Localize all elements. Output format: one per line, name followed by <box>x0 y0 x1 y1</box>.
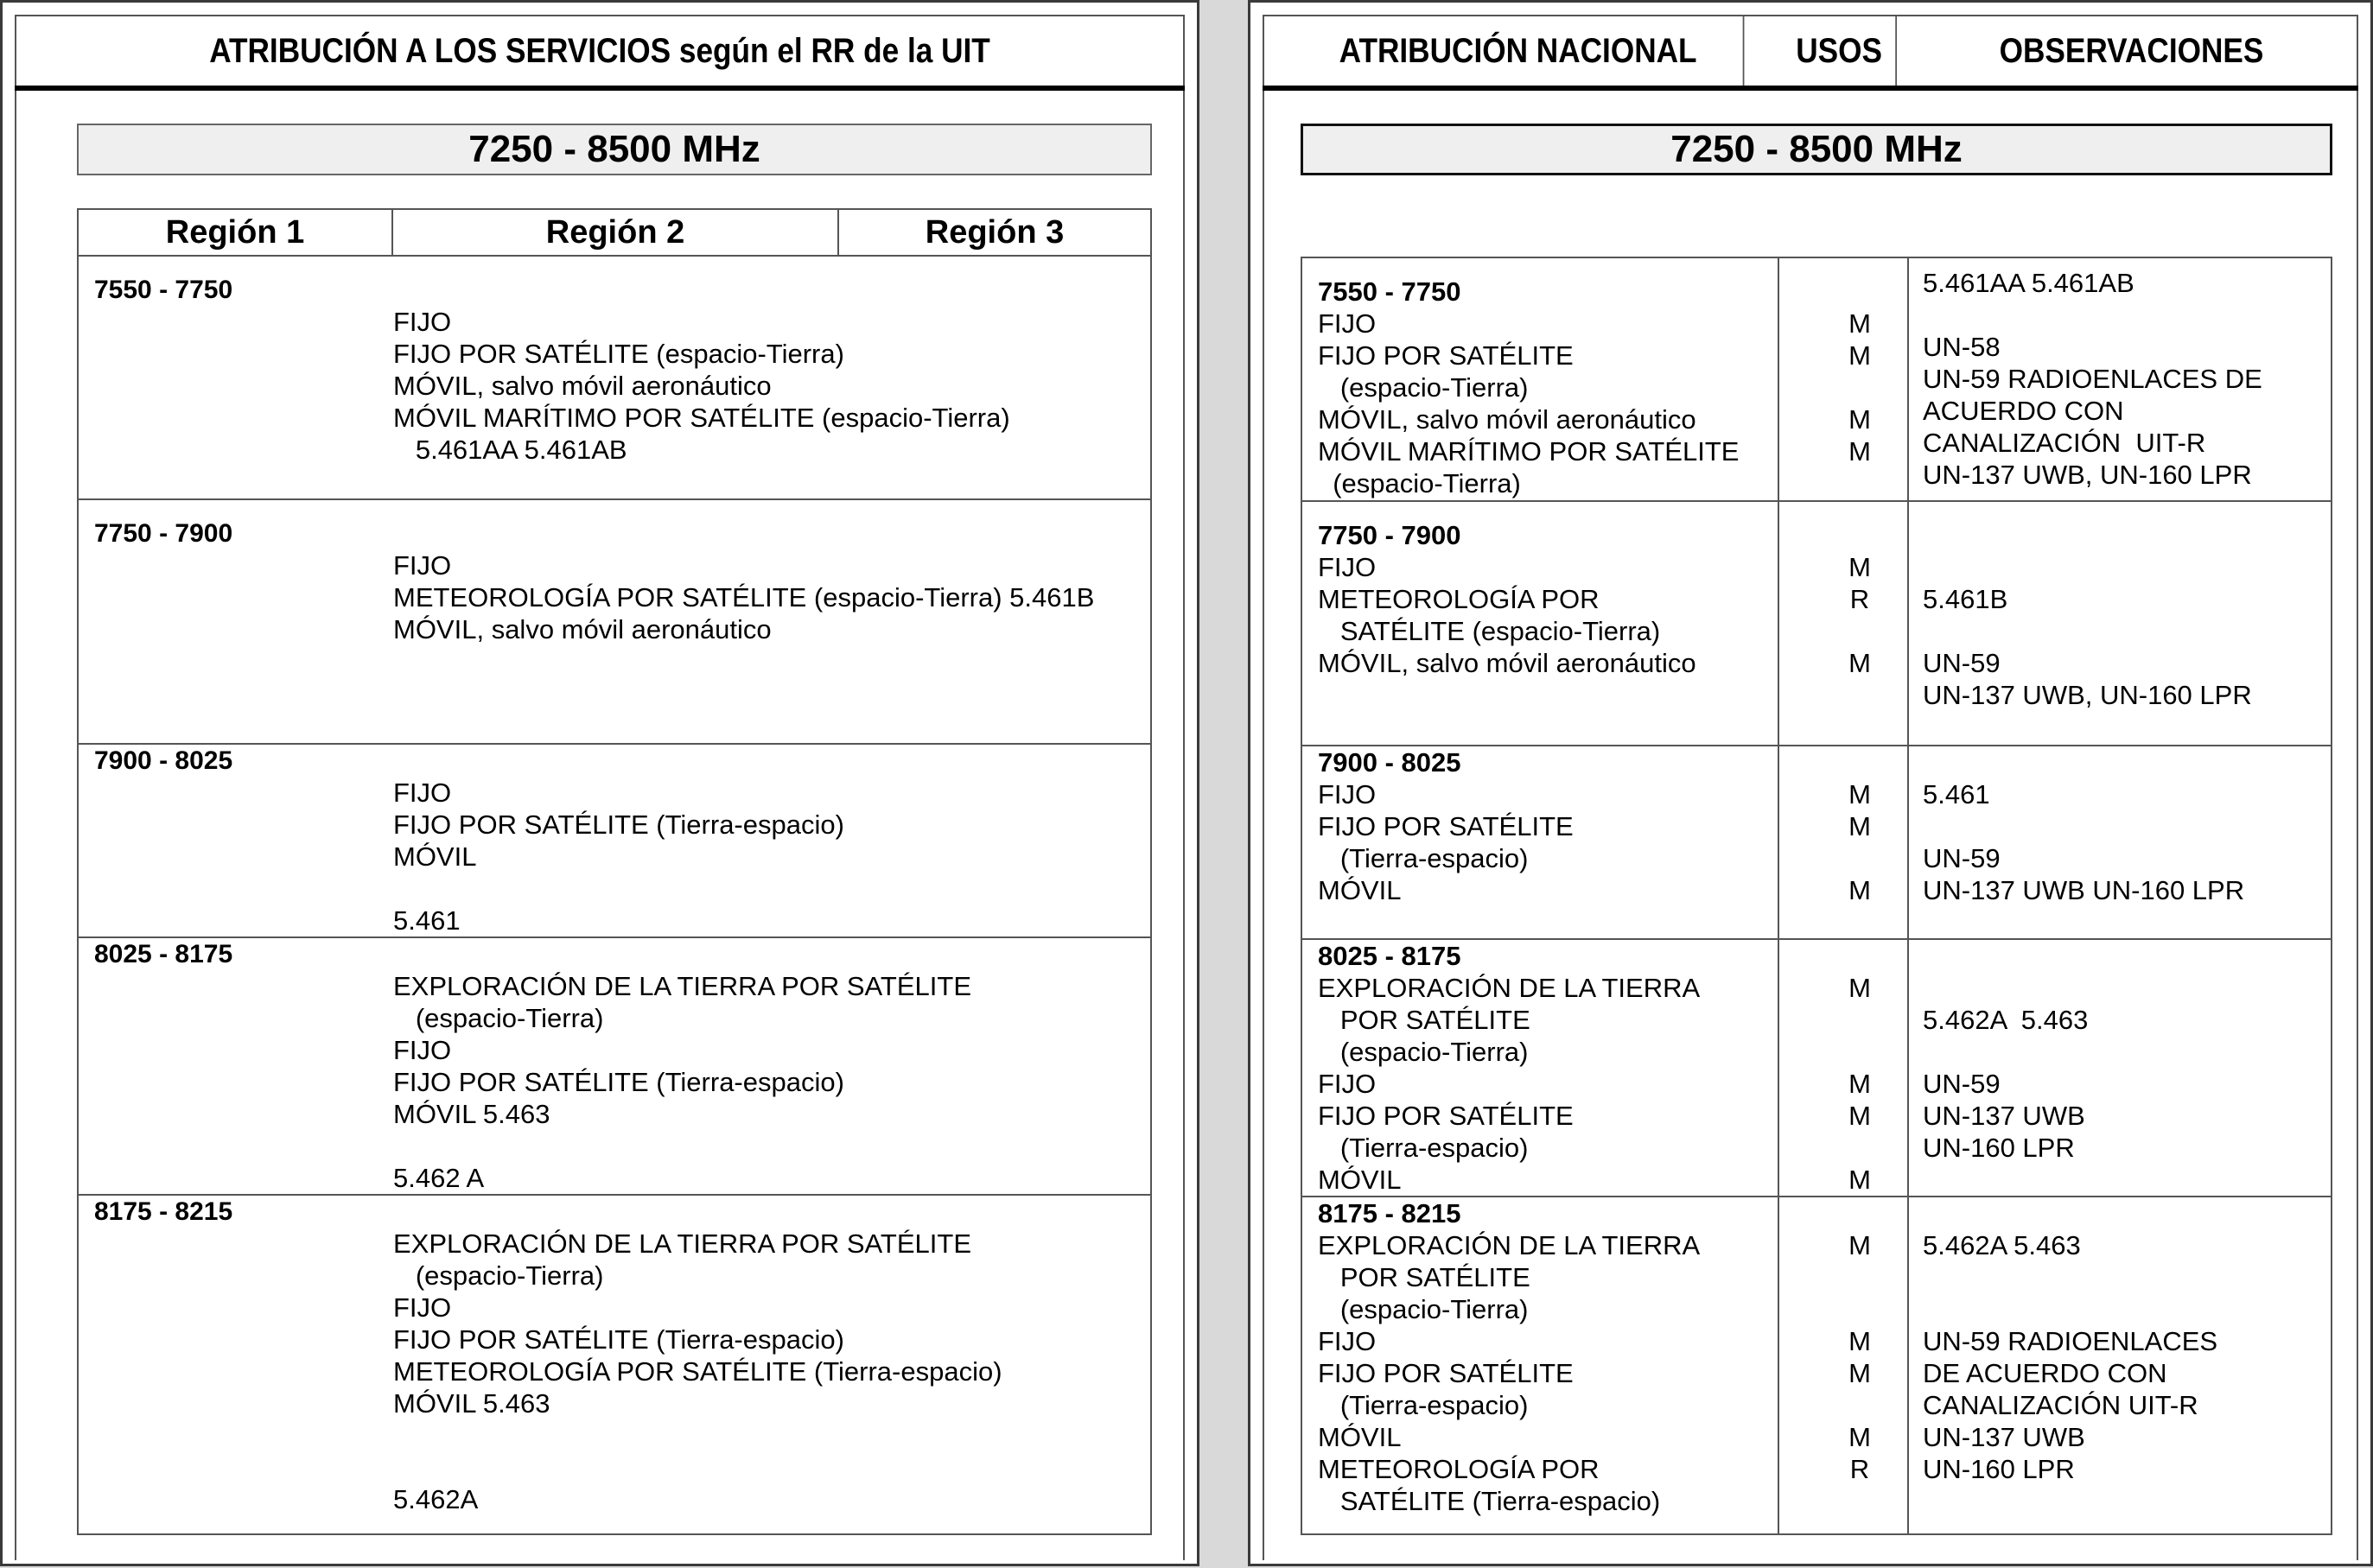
services-list: FIJO FIJO POR SATÉLITE (Tierra-espacio) MÓVIL 5.461 <box>393 778 844 936</box>
services-list: FIJO FIJO POR SATÉLITE (Tierra-espacio) MÓVIL <box>1318 779 1574 905</box>
itu-header-title: ATRIBUCIÓN A LOS SERVICIOS según el RR de la UIT <box>209 31 990 70</box>
usos-list: M M M M R <box>1848 1230 1871 1484</box>
observaciones-list: 5.462A 5.463 UN-59 UN-137 UWB UN-160 LPR <box>1923 1005 2089 1163</box>
frequency-range: 7750 - 7900 <box>94 519 233 548</box>
services-list: FIJO METEOROLOGÍA POR SATÉLITE (espacio-Tierra) MÓVIL, salvo móvil aeronáutico <box>1318 552 1696 678</box>
services-list: FIJO METEOROLOGÍA POR SATÉLITE (espacio-Tierra) 5.461B MÓVIL, salvo móvil aeronáutico <box>393 550 1095 644</box>
frequency-range: 8175 - 8215 <box>94 1197 233 1226</box>
table-row <box>79 257 1150 500</box>
usos-list: M M M M <box>1848 308 1871 467</box>
national-allocation-table <box>1301 257 2332 1535</box>
band-title: 7250 - 8500 MHz <box>1301 124 2332 175</box>
frequency-range: 7900 - 8025 <box>94 746 233 775</box>
itu-header <box>15 15 1185 91</box>
frequency-range: 7550 - 7750 <box>94 276 233 304</box>
table-row <box>79 938 1150 1196</box>
usos-list: M R M <box>1848 552 1871 678</box>
observaciones-list: 5.461AA 5.461AB UN-58 UN-59 RADIOENLACES DE ACUERDO CON CANALIZACIÓN UIT-R UN-137 UWB, UN-160 LPR <box>1923 268 2262 490</box>
table-row <box>1302 502 2331 746</box>
region-1-header: Región 1 <box>79 210 393 255</box>
region-2-header: Región 2 <box>393 210 839 255</box>
table-row <box>79 745 1150 938</box>
frequency-range: 8025 - 8175 <box>94 940 233 968</box>
services-list: EXPLORACIÓN DE LA TIERRA POR SATÉLITE (espacio-Tierra) FIJO FIJO POR SATÉLITE (Tierra-espacio) METEOROLOGÍA POR SATÉLITE (Tierra-espacio) MÓVIL 5.463 5.462A <box>393 1228 1002 1514</box>
table-row <box>79 500 1150 745</box>
header-usos: USOS <box>1783 16 1897 86</box>
observaciones-list: 5.461 UN-59 UN-137 UWB UN-160 LPR <box>1923 779 2245 905</box>
region-3-header: Región 3 <box>925 213 1065 251</box>
table-row <box>1302 940 2331 1197</box>
national-allocation-panel <box>1248 0 2373 1566</box>
services-list: EXPLORACIÓN DE LA TIERRA POR SATÉLITE (espacio-Tierra) FIJO FIJO POR SATÉLITE (Tierra-espacio) MÓVIL METEOROLOGÍA POR SATÉLITE (Tierra-espacio) <box>1318 1230 1701 1516</box>
frequency-range: 8175 - 8215 <box>1318 1198 1461 1228</box>
frequency-range: 7900 - 8025 <box>1318 747 1461 778</box>
observaciones-list: 5.461B UN-59 UN-137 UWB, UN-160 LPR <box>1923 584 2252 710</box>
services-list: FIJO FIJO POR SATÉLITE (espacio-Tierra) MÓVIL, salvo móvil aeronáutico MÓVIL MARÍTIMO POR SATÉLITE (espacio-Tierra) <box>1318 308 1740 498</box>
frequency-range: 8025 - 8175 <box>1318 941 1461 971</box>
services-list: EXPLORACIÓN DE LA TIERRA POR SATÉLITE (espacio-Tierra) FIJO FIJO POR SATÉLITE (Tierra-espacio) MÓVIL <box>1318 973 1701 1195</box>
table-row <box>1302 1197 2331 1537</box>
services-list: FIJO FIJO POR SATÉLITE (espacio-Tierra) MÓVIL, salvo móvil aeronáutico MÓVIL MARÍTIMO POR SATÉLITE (espacio-Tierra) 5.461AA 5.461AB <box>393 307 1010 465</box>
table-row <box>1302 258 2331 502</box>
table-row <box>79 1196 1150 1535</box>
frequency-range: 7750 - 7900 <box>1318 520 1461 550</box>
table-row <box>1302 746 2331 940</box>
services-list: EXPLORACIÓN DE LA TIERRA POR SATÉLITE (espacio-Tierra) FIJO FIJO POR SATÉLITE (Tierra-espacio) MÓVIL 5.463 5.462 A <box>393 971 971 1193</box>
band-title: 7250 - 8500 MHz <box>77 124 1152 175</box>
usos-list: M M M <box>1848 779 1871 905</box>
frequency-range: 7550 - 7750 <box>1318 276 1461 307</box>
itu-allocation-table <box>77 257 1152 1535</box>
header-atribucion-nacional: ATRIBUCIÓN NACIONAL <box>1294 16 1745 86</box>
header-observaciones: OBSERVACIONES <box>1999 31 2264 70</box>
observaciones-list: 5.462A 5.463 UN-59 RADIOENLACES DE ACUERDO CON CANALIZACIÓN UIT-R UN-137 UWB UN-160 LPR <box>1923 1230 2218 1484</box>
regions-header <box>77 208 1152 257</box>
usos-list: M M M M <box>1848 973 1871 1195</box>
national-header <box>1263 15 2358 91</box>
